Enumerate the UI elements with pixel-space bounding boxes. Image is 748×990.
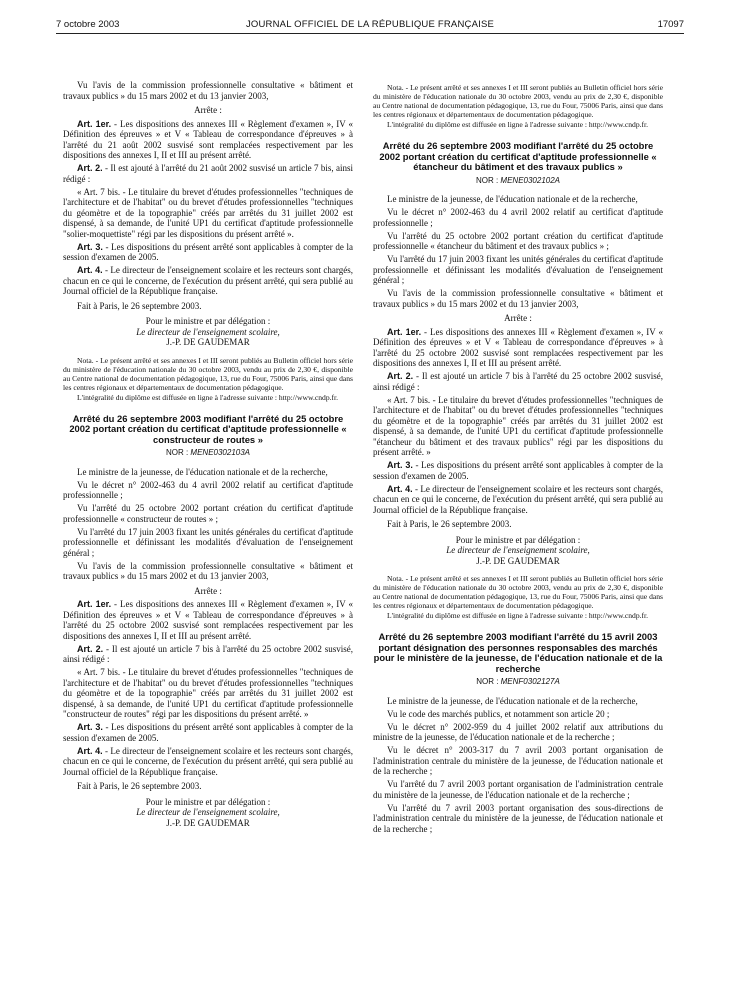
nor-label: NOR : — [476, 677, 501, 686]
article-label: Art. 3. — [77, 241, 103, 252]
publication-note: Nota. - Le présent arrêté et ses annexes I et III seront publiés au Bulletin officiel hors série du ministère de l'éducation nationale du 30 octobre 2003, vendu au prix de 2,30 €, disponible au Centre national de documentation pédagogique, 13, rue du Four, 75006 Paris, ainsi que dans les centres régionaux et départementaux de documentation pédagogique. — [63, 355, 353, 392]
visa-paragraph: Vu l'arrêté du 25 octobre 2002 portant création du certificat d'aptitude professionnelle « constructeur de routes » ; — [63, 503, 353, 524]
visa-paragraph: Vu l'avis de la commission professionnelle consultative « bâtiment et travaux publics » du 15 mars 2002 et du 13 janvier 2003, — [63, 560, 353, 581]
visa-paragraph: Vu l'arrêté du 25 octobre 2002 portant création du certificat d'aptitude professionnelle « étancheur du bâtiment et des travaux publics » ; — [373, 230, 663, 251]
nor-reference — [373, 176, 663, 187]
signature-role: Le directeur de l'enseignement scolaire, — [136, 326, 280, 337]
publication-url-note: L'intégralité du diplôme est diffusée en ligne à l'adresse suivante : http://www.cndp.fr. — [387, 120, 649, 129]
visa-paragraph: Vu le décret n° 2003-317 du 7 avril 2003 portant organisation de l'administration centrale du ministère de la jeunesse, de l'éducation nationale et de la recherche ; — [373, 745, 663, 776]
visa-paragraph: Vu le décret n° 2002-463 du 4 avril 2002 relatif au certificat d'aptitude professionnelle ; — [373, 207, 663, 228]
article-2 — [373, 371, 663, 392]
article-1 — [63, 599, 353, 641]
article-text: - Les dispositions du présent arrêté sont applicables à compter de la session d'examen de 2005. — [63, 722, 353, 743]
signature-delegation: Pour le ministre et par délégation : — [455, 534, 581, 545]
signature-place-date: Fait à Paris, le 26 septembre 2003. — [77, 300, 202, 311]
article-4 — [63, 746, 353, 778]
article-1 — [373, 327, 663, 369]
article-4 — [63, 265, 353, 297]
article-text: - Il est ajouté un article 7 bis à l'arrêté du 25 octobre 2002 susvisé, ainsi rédigé : — [373, 371, 663, 392]
arrete-heading: Arrête : — [194, 105, 222, 115]
decree-title: Arrêté du 26 septembre 2003 modifiant l'arrêté du 25 octobre 2002 portant création du certificat d'aptitude professionnelle « constructeur de routes » — [69, 412, 347, 445]
decree-title: Arrêté du 26 septembre 2003 modifiant l'arrêté du 15 avril 2003 portant désignation des personnes responsables des marchés pour le ministère de la jeunesse, de l'éducation nationale et de la recherche — [373, 631, 663, 674]
nor-label: NOR : — [475, 175, 501, 185]
visa-paragraph: Le ministre de la jeunesse, de l'éducation nationale et de la recherche, — [77, 466, 328, 477]
publication-url-note: L'intégralité du diplôme est diffusée en ligne à l'adresse suivante : http://www.cndp.fr. — [77, 392, 339, 402]
article-label: Art. 1er. — [387, 326, 422, 337]
nor-code: MENE0302103A — [190, 448, 251, 457]
page-header — [56, 19, 684, 33]
visa-paragraph: Vu l'arrêté du 17 juin 2003 fixant les unités générales du certificat d'aptitude professionnelle et définissant les modalités d'évaluation de l'enseignement général ; — [63, 526, 353, 558]
arrete-heading: Arrête : — [194, 585, 222, 596]
header-rule — [56, 33, 684, 34]
visa-paragraph: Vu l'arrêté du 17 juin 2003 fixant les unités générales du certificat d'aptitude professionnelle et définissant les modalités d'évaluation de l'enseignement général ; — [373, 254, 663, 285]
nor-reference — [63, 448, 353, 459]
signature-name: J.-P. DE GAUDEMAR — [166, 337, 250, 347]
article-label: Art. 4. — [387, 483, 413, 494]
article-quote: « Art. 7 bis. - Le titulaire du brevet d'études professionnelles "techniques de l'architecture et de l'habitat" ou du brevet d'études professionnelles "techniques du géomètre et de la topographie" créés par arrêtés du 31 juillet 2002 est dispensé, à sa demande, de l'unité UP1 du certificat d'aptitude professionnelle "solier-moquettiste" régi par les dispositions du présent arrêté ». — [63, 186, 353, 239]
article-label: Art. 1er. — [77, 599, 112, 609]
article-3 — [63, 722, 353, 743]
visa-paragraph: Vu l'arrêté du 7 avril 2003 portant organisation de l'administration centrale du ministère de la jeunesse, de l'éducation nationale et de la recherche ; — [373, 779, 663, 800]
visa-paragraph: Vu le décret n° 2002-463 du 4 avril 2002 relatif au certificat d'aptitude professionnelle ; — [63, 479, 353, 500]
nor-label: NOR : — [165, 448, 191, 457]
nor-code: MENF0302127A — [500, 677, 560, 686]
article-quote: « Art. 7 bis. - Le titulaire du brevet d'études professionnelles "techniques de l'architecture et de l'habitat" ou du brevet d'études professionnelles "techniques du géomètre et de la topographie" créés par arrêtés du 31 juillet 2002 est dispensé, à sa demande, de l'unité UP1 du certificat d'aptitude professionnelle "étancheur du bâtiment et des travaux publics" régi par les dispositions du présent arrêté. » — [373, 394, 663, 457]
article-text: - Le directeur de l'enseignement scolaire et les recteurs sont chargés, chacun en ce qui le concerne, de l'exécution du présent arrêté, qui sera publié au Journal officiel de la République française. — [63, 265, 353, 296]
visa-paragraph: Vu l'avis de la commission professionnelle consultative « bâtiment et travaux publics » du 15 mars 2002 et du 13 janvier 2003, — [373, 288, 663, 309]
article-label: Art. 2. — [77, 163, 103, 173]
article-text: - Les dispositions du présent arrêté sont applicables à compter de la session d'examen de 2005. — [63, 241, 353, 262]
signature-place-date: Fait à Paris, le 26 septembre 2003. — [387, 519, 512, 529]
left-column — [63, 80, 353, 980]
right-column — [373, 83, 663, 980]
article-4 — [373, 484, 663, 516]
article-label: Art. 2. — [77, 643, 104, 654]
article-label: Art. 1er. — [77, 118, 112, 129]
article-text: - Les dispositions des annexes III « Règlement d'examen », IV « Définition des épreuves » et V « Tableau de correspondance d'épreuves » à l'arrêté du 25 octobre 2002 susvisé sont remplacées respectivement par les dispositions des annexes I, II et III au présent arrêté. — [373, 326, 663, 368]
publication-note: Nota. - Le présent arrêté et ses annexes I et III seront publiés au Bulletin officiel hors série du ministère de l'éducation nationale du 30 octobre 2003, vendu au prix de 2,30 €, disponible au Centre national de documentation pédagogique, 13, rue du Four, 75006 Paris, ainsi que dans les centres régionaux et départementaux de documentation pédagogique. — [373, 574, 663, 610]
visa-paragraph: Vu l'arrêté du 7 avril 2003 portant organisation des sous-directions de l'administration centrale du ministère de la jeunesse, de l'éducation nationale et de la recherche ; — [373, 802, 663, 834]
article-2 — [63, 163, 353, 184]
publication-note: Nota. - Le présent arrêté et ses annexes I et III seront publiés au Bulletin officiel hors série du ministère de l'éducation nationale du 30 octobre 2003, vendu au prix de 2,30 €, disponible au Centre national de documentation pédagogique, 13, rue du Four, 75006 Paris, ainsi que dans les centres régionaux et départementaux de documentation pédagogique. — [373, 83, 663, 119]
article-label: Art. 3. — [77, 722, 103, 732]
visa-paragraph: Le ministre de la jeunesse, de l'éducation nationale et de la recherche, — [387, 194, 638, 204]
signature-delegation: Pour le ministre et par délégation : — [145, 316, 271, 326]
article-text: - Il est ajouté un article 7 bis à l'arrêté du 25 octobre 2002 susvisé, ainsi rédigé : — [63, 643, 353, 664]
visa-paragraph: Vu le décret n° 2002-959 du 4 juillet 2002 relatif aux attributions du ministre de la jeunesse, de l'éducation nationale et de la recherche ; — [373, 721, 663, 742]
nor-code: MENE0302102A — [500, 175, 561, 185]
signature-name: J.-P. DE GAUDEMAR — [476, 555, 560, 566]
signature-delegation: Pour le ministre et par délégation : — [145, 796, 271, 807]
signature-role: Le directeur de l'enseignement scolaire, — [136, 807, 280, 817]
article-1 — [63, 119, 353, 161]
visa-paragraph: Vu l'avis de la commission professionnelle consultative « bâtiment et travaux publics » du 15 mars 2002 et du 13 janvier 2003, — [63, 80, 353, 101]
signature-place-date: Fait à Paris, le 26 septembre 2003. — [77, 781, 202, 791]
signature-role: Le directeur de l'enseignement scolaire, — [446, 545, 590, 555]
article-text: - Il est ajouté à l'arrêté du 21 août 2002 susvisé un article 7 bis, ainsi rédigé : — [63, 163, 353, 184]
publication-url-note: L'intégralité du diplôme est diffusée en ligne à l'adresse suivante : http://www.cndp.fr. — [387, 611, 649, 620]
decree-title: Arrêté du 26 septembre 2003 modifiant l'arrêté du 25 octobre 2002 portant création du certificat d'aptitude professionnelle « étancheur du bâtiment et des travaux publics » — [379, 140, 657, 172]
arrete-heading: Arrête : — [504, 313, 532, 323]
article-3 — [373, 460, 663, 481]
article-label: Art. 4. — [77, 745, 103, 756]
article-2 — [63, 644, 353, 665]
header-date: 7 octobre 2003 — [56, 19, 120, 30]
article-label: Art. 2. — [387, 371, 414, 381]
visa-paragraph: Le ministre de la jeunesse, de l'éducation nationale et de la recherche, — [387, 695, 638, 706]
article-text: - Les dispositions du présent arrêté sont applicables à compter de la session d'examen de 2005. — [373, 460, 663, 481]
signature-name: J.-P. DE GAUDEMAR — [166, 817, 250, 828]
article-quote: « Art. 7 bis. - Le titulaire du brevet d'études professionnelles "techniques de l'architecture et de l'habitat" ou du brevet d'études professionnelles "techniques du géomètre et de la topographie" créés par arrêtés du 31 juillet 2002 est dispensé, à sa demande, de l'unité UP1 du certificat d'aptitude professionnelle "constructeur de routes" régi par les dispositions du présent arrêté. » — [63, 667, 353, 719]
article-text: - Le directeur de l'enseignement scolaire et les recteurs sont chargés, chacun en ce qui le concerne, de l'exécution du présent arrêté, qui sera publié au Journal officiel de la République française. — [373, 483, 663, 515]
article-text: - Les dispositions des annexes III « Règlement d'examen », IV « Définition des épreuves » et V « Tableau de correspondance d'épreuves » à l'arrêté du 21 août 2002 susvisé sont remplacées respectivement par les dispositions des annexes I, II et III au présent arrêté. — [63, 118, 353, 160]
article-text: - Le directeur de l'enseignement scolaire et les recteurs sont chargés, chacun en ce qui le concerne, de l'exécution du présent arrêté, qui sera publié au Journal officiel de la République française. — [63, 745, 353, 777]
visa-paragraph: Vu le code des marchés publics, et notamment son article 20 ; — [387, 708, 610, 719]
article-label: Art. 3. — [387, 460, 413, 470]
journal-title: JOURNAL OFFICIEL DE LA RÉPUBLIQUE FRANÇAISE — [245, 19, 495, 30]
page-number: 17097 — [657, 19, 684, 30]
article-3 — [63, 242, 353, 263]
article-text: - Les dispositions des annexes III « Règlement d'examen », IV « Définition des épreuves » et V « Tableau de correspondance d'épreuves » à l'arrêté du 25 octobre 2002 susvisé sont remplacées respectivement par les dispositions des annexes I, II et III au présent arrêté. — [63, 599, 353, 641]
nor-reference — [373, 677, 663, 688]
article-label: Art. 4. — [77, 265, 103, 275]
